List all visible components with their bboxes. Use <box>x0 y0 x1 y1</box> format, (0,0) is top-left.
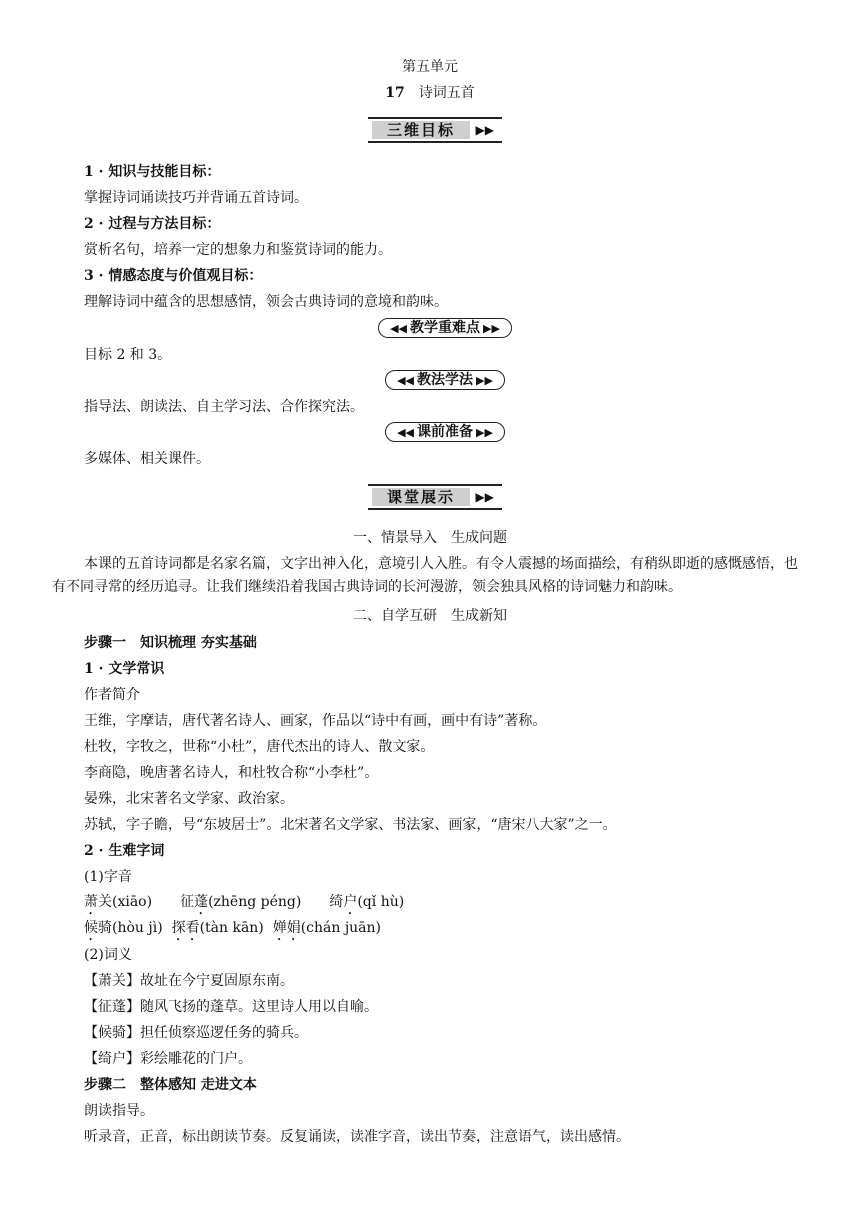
goal-1-title: 1 · 知识与技能目标： <box>84 164 221 180</box>
goals-banner-label: 三维目标 <box>372 121 470 139</box>
meaning-houji: 【候骑】担任侦察巡逻任务的骑兵。 <box>84 1025 308 1041</box>
chevron-right-icon: ▶▶ <box>476 426 493 439</box>
literature-title: 1 · 文学常识 <box>84 661 165 677</box>
methods-text: 指导法、朗读法、自主学习法、合作探究法。 <box>84 399 364 415</box>
meaning-qihu: 【绮户】彩绘雕花的门户。 <box>84 1051 252 1067</box>
goal-3-title: 3 · 情感态度与价值观目标： <box>84 268 263 284</box>
unit-title: 第五单元 <box>402 59 458 75</box>
section-1-heading: 一、情景导入 生成问题 <box>353 530 507 546</box>
reading-guide-title: 朗读指导。 <box>84 1103 154 1119</box>
author-dumu: 杜牧，字牧之，世称“小杜”，唐代杰出的诗人、散文家。 <box>84 739 435 755</box>
goal-2-title: 2 · 过程与方法目标： <box>84 216 221 232</box>
classroom-banner <box>368 484 502 510</box>
word-zhengpeng: 征蓬(zhēng péng) <box>180 894 302 910</box>
word-xiaoguan: 萧关(xiāo) <box>84 894 153 910</box>
step-2-title: 步骤二 整体感知 走进文本 <box>84 1077 257 1093</box>
key-points-text: 目标 2 和 3。 <box>84 347 172 363</box>
chevron-left-icon: ◀◀ <box>397 374 414 387</box>
goal-1-text: 掌握诗词诵读技巧并背诵五首诗词。 <box>84 190 308 206</box>
key-points-banner <box>378 318 512 338</box>
preparation-text: 多媒体、相关课件。 <box>84 451 210 467</box>
chevron-right-icon: ▶▶ <box>483 322 500 335</box>
goals-banner <box>368 117 502 143</box>
pronunciation-row-1 <box>84 892 404 918</box>
reading-guide-text: 听录音，正音，标出朗读节奏。反复诵读，读准字音，读出节奏，注意语气，读出感情。 <box>84 1129 630 1145</box>
methods-banner-label: 教法学法 <box>417 372 473 388</box>
author-lishangyin: 李商隐，晚唐著名诗人，和杜牧合称“小李杜”。 <box>84 765 379 781</box>
pronunciation-row-2 <box>84 918 381 944</box>
author-yanshu: 晏殊，北宋著名文学家、政治家。 <box>84 791 294 807</box>
intro-paragraph: 本课的五首诗词都是名家名篇，文字出神入化，意境引人入胜。有令人震撼的场面描绘，有稍纵即逝的感慨感悟，也有不同寻常的经历追寻。让我们继续沿着我国古典诗词的长河漫游，领会独具风格的诗词魅力和韵味。 <box>52 556 798 595</box>
word-tankan: 探看(tàn kān) <box>171 920 264 936</box>
preparation-banner <box>378 422 512 442</box>
step-1-title: 步骤一 知识梳理 夯实基础 <box>84 635 257 651</box>
word-houji: 候骑(hòu jì) <box>84 920 163 936</box>
word-chanjuan: 婵娟(chán juān) <box>272 920 382 936</box>
classroom-banner-label: 课堂展示 <box>372 488 470 506</box>
chevron-left-icon: ◀◀ <box>390 322 407 335</box>
preparation-banner-label: 课前准备 <box>417 424 473 440</box>
double-arrow-icon: ▶▶ <box>475 490 494 504</box>
lesson-title <box>0 82 860 102</box>
words-title: 2 · 生难字词 <box>84 843 165 859</box>
double-arrow-icon: ▶▶ <box>475 123 494 137</box>
authors-title: 作者简介 <box>84 687 140 703</box>
meaning-title: (2)词义 <box>84 947 132 963</box>
methods-banner <box>378 370 512 390</box>
meaning-zhengpeng: 【征蓬】随风飞扬的蓬草。这里诗人用以自喻。 <box>84 999 378 1015</box>
lesson-number: 17 <box>385 85 405 101</box>
lesson-name: 诗词五首 <box>418 85 475 101</box>
section-2-heading: 二、自学互研 生成新知 <box>353 608 507 624</box>
word-qihu: 绮户(qǐ hù) <box>329 894 405 910</box>
chevron-left-icon: ◀◀ <box>397 426 414 439</box>
key-points-banner-label: 教学重难点 <box>410 320 480 336</box>
chevron-right-icon: ▶▶ <box>476 374 493 387</box>
meaning-xiaoguan: 【萧关】故址在今宁夏固原东南。 <box>84 973 294 989</box>
goal-2-text: 赏析名句，培养一定的想象力和鉴赏诗词的能力。 <box>84 242 392 258</box>
author-wangwei: 王维，字摩诘，唐代著名诗人、画家，作品以“诗中有画，画中有诗”著称。 <box>84 713 547 729</box>
author-sushi: 苏轼，字子瞻，号“东坡居士”。北宋著名文学家、书法家、画家，“唐宋八大家”之一。 <box>84 817 617 833</box>
goal-3-text: 理解诗词中蕴含的思想感情，领会古典诗词的意境和韵味。 <box>84 294 448 310</box>
pronunciation-title: (1)字音 <box>84 869 132 885</box>
